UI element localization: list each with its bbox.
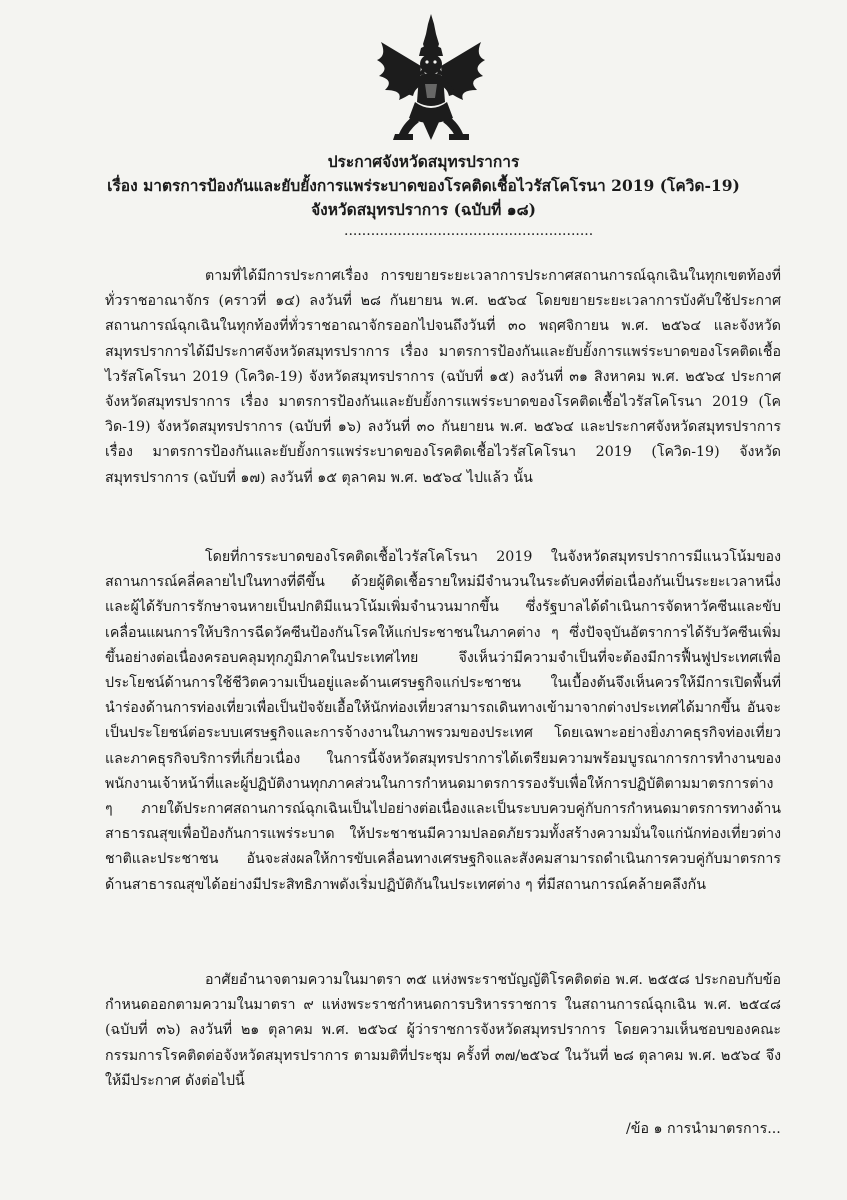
announcement-edition: จังหวัดสมุทรปราการ (ฉบับที่ ๑๘) [311,200,536,219]
garuda-emblem-icon [373,14,489,142]
header-separator: ........................................................ [344,223,594,239]
announcement-header [60,150,787,222]
body-paragraph-1: ตามที่ได้มีการประกาศเรื่อง การขยายระยะเวลาการประกาศสถานการณ์ฉุกเฉินในทุกเขตท้องที่ทั่วราชอาณาจักร (คราวที่ ๑๔) ลงวันที่ ๒๘ กันยายน พ.ศ. ๒๕๖๔ โดยขยายระยะเวลาการบังคับใช้ประกาศสถานการณ์ฉุกเฉินในทุกท้องที่ทั่วราชอาณาจักรออกไปจนถึงวันที่ ๓๐ พฤศจิกายน พ.ศ. ๒๕๖๔ และจังหวัดสมุทรปราการได้มีประกาศจังหวัดสมุทรปราการ เรื่อง มาตรการป้องกันและยับยั้งการแพร่ระบาดของโรคติดเชื้อไวรัสโคโรนา 2019 (โควิด-19) จังหวัดสมุทรปราการ (ฉบับที่ ๑๕) ลงวันที่ ๓๑ สิงหาคม พ.ศ. ๒๕๖๔ ประกาศจังหวัดสมุทรปราการ เรื่อง มาตรการป้องกันและยับยั้งการแพร่ระบาดของโรคติดเชื้อไวรัสโคโรนา 2019 (โควิด-19) จังหวัดสมุทรปราการ (ฉบับที่ ๑๖) ลงวันที่ ๓๐ กันยายน พ.ศ. ๒๕๖๔ และประกาศจังหวัดสมุทรปราการ เรื่อง มาตรการป้องกันและยับยั้งการแพร่ระบาดของโรคติดเชื้อไวรัสโคโรนา 2019 (โควิด-19) จังหวัดสมุทรปราการ (ฉบับที่ ๑๗) ลงวันที่ ๑๕ ตุลาคม พ.ศ. ๒๕๖๔ ไปแล้ว นั้น [105,268,781,486]
continuation-note: /ข้อ ๑ การนำมาตรการ... [626,1121,781,1137]
body-paragraph-3: อาศัยอำนาจตามความในมาตรา ๓๕ แห่งพระราชบัญญัติโรคติดต่อ พ.ศ. ๒๕๕๘ ประกอบกับข้อกำหนดออกตามความในมาตรา ๙ แห่งพระราชกำหนดการบริหารราชการ ในสถานการณ์ฉุกเฉิน พ.ศ. ๒๕๔๘ (ฉบับที่ ๓๖) ลงวันที่ ๒๑ ตุลาคม พ.ศ. ๒๕๖๔ ผู้ว่าราชการจังหวัดสมุทรปราการ โดยความเห็นชอบของคณะกรรมการโรคติดต่อจังหวัดสมุทรปราการ ตามมติที่ประชุม ครั้งที่ ๓๗/๒๕๖๔ ในวันที่ ๒๘ ตุลาคม พ.ศ. ๒๕๖๔ จึงให้มีประกาศ ดังต่อไปนี้ [105,972,781,1089]
announcement-subject: เรื่อง มาตรการป้องกันและยับยั้งการแพร่ระบาดของโรคติดเชื้อไวรัสโคโรนา 2019 (โควิด-19) [107,176,740,195]
announcement-issuer: ประกาศจังหวัดสมุทรปราการ [327,152,520,171]
body-paragraph-2: โดยที่การระบาดของโรคติดเชื้อไวรัสโคโรนา 2019 ในจังหวัดสมุทรปราการมีแนวโน้มของสถานการณ์คลี่คลายไปในทางที่ดีขึ้น ด้วยผู้ติดเชื้อรายใหม่มีจำนวนในระดับคงที่ต่อเนื่องกันเป็นระยะเวลาหนึ่ง และผู้ได้รับการรักษาจนหายเป็นปกติมีแนวโน้มเพิ่มจำนวนมากขึ้น ซึ่งรัฐบาลได้ดำเนินการจัดหาวัคซีนและขับเคลื่อนแผนการให้บริการฉีดวัคซีนป้องกันโรคให้แก่ประชาชนในภาคต่าง ๆ ซึ่งปัจจุบันอัตราการได้รับวัคซีนเพิ่มขึ้นอย่างต่อเนื่องครอบคลุมทุกภูมิภาคในประเทศไทย จึงเห็นว่ามีความจำเป็นที่จะต้องมีการฟื้นฟูประเทศเพื่อประโยชน์ด้านการใช้ชีวิตความเป็นอยู่และด้านเศรษฐกิจแก่ประชาชน ในเบื้องต้นจึงเห็นควรให้มีการเปิดพื้นที่นำร่องด้านการท่องเที่ยวเพื่อเป็นปัจจัยเอื้อให้นักท่องเที่ยวสามารถเดินทางเข้ามาจากต่างประเทศได้มากขึ้น อันจะเป็นประโยชน์ต่อระบบเศรษฐกิจและการจ้างงานในภาพรวมของประเทศ โดยเฉพาะอย่างยิ่งภาคธุรกิจท่องเที่ยวและภาคธุรกิจบริการที่เกี่ยวเนื่อง ในการนี้จังหวัดสมุทรปราการได้เตรียมความพร้อมบูรณาการการทำงานของพนักงานเจ้าหน้าที่และผู้ปฏิบัติงานทุกภาคส่วนในการกำหนดมาตรการรองรับเพื่อให้การปฏิบัติตามมาตรการต่าง ๆ ภายใต้ประกาศสถานการณ์ฉุกเฉินเป็นไปอย่างต่อเนื่องและเป็นระบบควบคู่กับการกำหนดมาตรการทางด้านสาธารณสุขเพื่อป้องกันการแพร่ระบาด ให้ประชาชนมีความปลอดภัยรวมทั้งสร้างความมั่นใจแก่นักท่องเที่ยวต่างชาติและประชาชน อันจะส่งผลให้การขับเคลื่อนทางเศรษฐกิจและสังคมสามารถดำเนินการควบคู่กับมาตรการด้านสาธารณสุขได้อย่างมีประสิทธิภาพดังเริ่มปฏิบัติกันในประเทศต่าง ๆ ที่มีสถานการณ์คล้ายคลึงกัน [105,549,781,893]
